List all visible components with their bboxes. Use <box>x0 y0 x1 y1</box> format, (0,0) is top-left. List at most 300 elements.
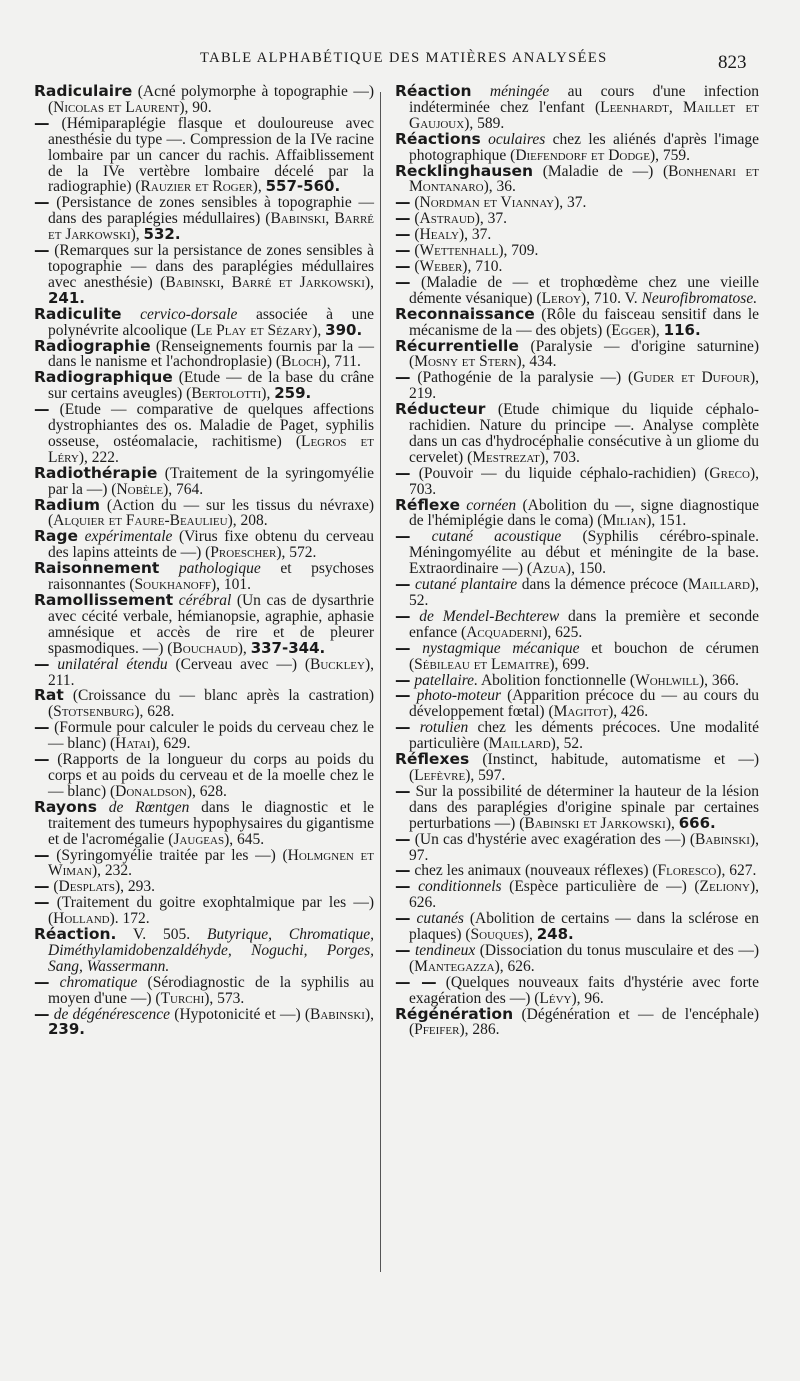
entry-ref: ), 625. <box>542 623 583 641</box>
index-entry <box>395 752 759 784</box>
entry-qualifier: chromatique <box>49 973 138 991</box>
entry-heading: — <box>34 972 50 991</box>
entry-ref: ), 37. <box>474 210 508 228</box>
entry-qualifier: de Rœntgen <box>96 798 190 816</box>
entry-authors: Magitot <box>553 703 609 721</box>
entry-text: dans le diagnostic et le traitement des tumeurs hypophysaires du gigantisme et de l'acromégalie ( <box>48 798 374 848</box>
entry-text: (Etude chimique du liquide céphalo-rachidien. Nature du principe —. Analyse complète dans un cas d'hydrocéphalie consécutive à un gliome du cervelet) ( <box>409 401 759 466</box>
entry-authors: Acquaderni <box>466 623 543 641</box>
entry-authors: Lévy <box>539 989 572 1007</box>
entry-heading: — <box>395 575 411 594</box>
entry-authors: Legros et Léry <box>48 432 374 466</box>
entry-text: (Remarques sur la persistance de zones sensibles à topographie — dans des paraplégies médullaires avec anesthésie) ( <box>48 242 374 291</box>
entry-text: (Dissociation du tonus musculaire et des —) ( <box>409 941 759 975</box>
index-entry <box>34 654 375 689</box>
entry-ref: ), 711. <box>321 353 361 371</box>
entry-heading: Régénération <box>395 1004 514 1023</box>
entry-page-ref: 390. <box>325 320 363 339</box>
entry-heading: — <box>34 1004 50 1023</box>
entry-ref: ), 101. <box>210 576 252 594</box>
index-entry <box>395 463 759 498</box>
index-entry <box>395 304 759 339</box>
entry-heading: — <box>395 909 411 928</box>
entry-text: (Apparition précoce du — au cours du développement fœtal) ( <box>409 687 759 721</box>
index-entry <box>395 243 759 259</box>
entry-authors: Hatai <box>115 735 151 753</box>
entry-text: chez les aliénés d'après l'image photographique ( <box>409 130 759 164</box>
entry-ref: ), 572. <box>276 544 317 562</box>
entry-page-ref: 337-344. <box>250 638 326 657</box>
entry-ref: ), <box>237 639 251 657</box>
entry-ref: ). 172. <box>109 910 150 928</box>
entry-text: (Traitement de la syringomyélie par la —) ( <box>48 464 374 498</box>
entry-text: chez les déments précoces. Une modalité particulière ( <box>409 719 759 753</box>
entry-heading: Radiothérapie <box>34 463 158 482</box>
index-entry <box>395 638 759 673</box>
index-entry <box>395 879 759 911</box>
entry-authors: Egger <box>611 321 651 339</box>
entry-text: (Abolition du —, signe diagnostique de l'hémiplégie dans le coma) ( <box>409 496 760 530</box>
entry-authors: Azua <box>532 560 566 578</box>
entry-ref: ), 764. <box>163 480 204 498</box>
entry-authors: Weber <box>419 257 463 275</box>
entry-text: dans la démence précoce ( <box>517 576 688 594</box>
entry-heading: — <box>34 877 50 896</box>
entry-ref: ), 96. <box>571 989 604 1007</box>
entry-text: ( <box>410 194 420 212</box>
page-number: 823 <box>718 52 747 73</box>
entry-ref: ), <box>665 814 679 832</box>
entry-authors: Greco <box>709 464 750 482</box>
entry-ref: ), 626. <box>494 957 535 975</box>
entry-authors: Bloch <box>281 353 322 371</box>
entry-authors: Mosny et Stern <box>414 353 517 371</box>
entry-qualifier: cutané acoustique <box>410 528 562 546</box>
entry-ref: ), 628. <box>134 703 175 721</box>
index-entry <box>395 972 759 1007</box>
entry-qualifier: rotulien <box>410 719 469 737</box>
entry-ref: ), 151. <box>646 512 687 530</box>
running-title: TABLE ALPHABÉTIQUE DES MATIÈRES ANALYSÉES <box>200 50 608 66</box>
index-entry <box>395 606 760 641</box>
index-entry <box>395 529 759 577</box>
entry-authors: Babinski, Barré et Jarkowski <box>48 210 374 244</box>
entry-ref: ), 709. <box>498 242 539 260</box>
entry-ref: ), 52. <box>550 735 583 753</box>
entry-heading: Réaction. <box>34 925 117 944</box>
entry-authors: Zeliony <box>699 878 750 896</box>
entry-authors: Nordman et Viannay <box>419 194 555 212</box>
entry-authors: Guder et Dufour <box>633 369 750 387</box>
entry-text: Abolition fonctionnelle ( <box>477 671 636 689</box>
index-entry <box>395 1004 759 1039</box>
entry-ref: ), 211. <box>48 655 375 689</box>
entry-qualifier: tendineux <box>410 941 476 959</box>
entry-page-ref: 239. <box>48 1020 86 1039</box>
index-entry <box>34 752 374 800</box>
entry-text: au cours d'une infection indéterminée chez l'enfant ( <box>409 83 759 116</box>
entry-text: (Sérodiagnostic de la syphilis au moyen d'une —) ( <box>48 973 374 1007</box>
entry-ref: ), 434. <box>516 353 557 371</box>
entry-page-ref: 259. <box>274 384 312 403</box>
entry-ref: ), 710. <box>462 257 503 275</box>
index-entry <box>395 577 759 609</box>
entry-heading: Reconnaissance <box>395 304 535 323</box>
entry-heading: — <box>34 750 50 769</box>
entry-text: ( <box>410 226 420 244</box>
entry-authors: Souques <box>470 926 524 944</box>
entry-authors: Alquier et Faure-Beaulieu <box>53 512 228 530</box>
entry-ref: ), 366. <box>699 671 740 689</box>
index-entry <box>395 161 759 196</box>
entry-ref: ), <box>252 178 266 196</box>
entry-heading: Radiographique <box>34 368 173 387</box>
entry-authors: Donaldson <box>115 782 187 800</box>
entry-text: (Renseignements fournis par la — dans le nanisme et l'achondroplasie) ( <box>48 337 374 371</box>
entry-authors: Maillard <box>488 735 551 753</box>
entry-ref: ), 37. <box>458 226 492 244</box>
entry-text: (Hypotonicité et —) ( <box>170 1005 311 1023</box>
entry-authors: Babinski <box>310 1005 365 1023</box>
entry-text: ( <box>410 210 420 228</box>
entry-heading: Radiographie <box>34 336 151 355</box>
left-column <box>34 84 374 1038</box>
entry-authors: Nobèle <box>116 480 164 498</box>
entry-ref: ), 645. <box>224 830 265 848</box>
entry-authors: Lefèvre <box>414 766 466 784</box>
entry-qualifier: cervico-dorsale <box>121 305 238 323</box>
entry-ref: ), 426. <box>608 703 649 721</box>
entry-text: (Persistance de zones sensibles à topographie — dans des paraplégies médullaires) ( <box>48 194 374 228</box>
entry-authors: Sébileau et Lemaitre <box>414 655 550 673</box>
entry-authors: Rauzier et Roger <box>140 178 253 196</box>
entry-heading: — <box>395 718 411 737</box>
entry-authors: Babinski et Jarkowski <box>524 814 666 832</box>
entry-heading: — <box>34 845 50 864</box>
entry-heading: Réducteur <box>395 400 486 419</box>
entry-ref: ), 710. V. <box>580 289 642 307</box>
running-head <box>0 44 800 84</box>
entry-text: (Croissance du — blanc après la castration) ( <box>48 687 374 721</box>
index-entry <box>34 927 374 975</box>
index-entry <box>395 227 759 243</box>
entry-text: (Virus fixe obtenu du cerveau des lapins atteints de —) ( <box>48 528 375 562</box>
entry-authors: Le Play et Sézary <box>196 321 313 339</box>
entry-text: (Etude — de la base du crâne sur certains aveugles) ( <box>48 369 374 403</box>
entry-page-ref: 666. <box>678 813 716 832</box>
entry-authors: Astraud <box>419 210 475 228</box>
entry-qualifier: photo-moteur <box>410 687 501 705</box>
entry-ref: ), 629. <box>150 735 191 753</box>
entry-heading: — <box>34 400 50 419</box>
entry-heading: — <box>395 686 411 705</box>
entry-authors: Bertolotti <box>191 385 262 403</box>
entry-text: (Acné polymorphe à topographie —) ( <box>48 83 374 116</box>
entry-heading: Rayons <box>34 797 97 816</box>
entry-ref: ), 286. <box>459 1021 500 1039</box>
entry-heading: — <box>34 113 50 132</box>
entry-ref: ), 589. <box>464 114 505 132</box>
entry-heading: — <box>395 463 411 482</box>
entry-qualifier: conditionnels <box>410 878 502 896</box>
entry-text: (Pouvoir — du liquide céphalo-rachidien) ( <box>410 464 710 482</box>
entry-text: (Quelques nouveaux faits d'hystérie avec forte exagération des —) ( <box>409 973 759 1007</box>
entry-authors: Mestrezat <box>472 448 540 466</box>
entry-text: (Hémiparaplégie flasque et douloureuse avec anesthésie du type —. Compression de la IVe racine lombaire par un cancer du rachis. Affaiblissement de la IVe vertèbre lombaire décelé par la radiographie) ( <box>48 114 374 196</box>
right-column <box>395 84 759 1038</box>
index-entry <box>34 879 374 895</box>
entry-text: (Syringomyélie traitée par les —) ( <box>49 846 288 864</box>
entry-text: (Un cas d'hystérie avec exagération des —) ( <box>410 830 695 848</box>
entry-qualifier: pathologique <box>159 560 261 578</box>
index-entry <box>395 211 759 227</box>
entry-authors: Maillard <box>687 576 750 594</box>
entry-page-ref: 557-560. <box>265 177 341 196</box>
entry-qualifier: de Mendel-Bechterew <box>410 607 560 625</box>
index-entry <box>395 688 759 720</box>
entry-text: (Etude — comparative de quelques affections dystrophiantes des os. Maladie de Paget, syphilis osseuse, ostéomalacie, rachitisme) ( <box>48 401 374 450</box>
entry-text: (Formule pour calculer le poids du cerveau chez le — blanc) ( <box>48 719 374 753</box>
entry-heading: — <box>395 527 411 546</box>
entry-authors: Desplats <box>58 878 115 896</box>
entry-heading: — <box>34 893 50 912</box>
entry-authors: Proescher <box>210 544 277 562</box>
entry-qualifier: cornéen <box>459 496 517 514</box>
entry-authors: Stotsenburg <box>53 703 135 721</box>
entry-authors: Diefendorf et Dodge <box>515 146 650 164</box>
entry-ref: ), 628. <box>186 782 227 800</box>
entry-heading: Réaction <box>395 82 472 100</box>
entry-heading: Récurrentielle <box>395 336 519 355</box>
entry-authors: Turchi <box>160 989 205 1007</box>
entry-ref: ), 759. <box>649 146 691 164</box>
index-entry <box>34 336 374 371</box>
entry-ref: ), <box>364 1005 375 1023</box>
entry-qualifier: unilatéral étendu <box>49 655 168 673</box>
entry-authors: Milian <box>602 512 647 530</box>
entry-ref: ), 703. <box>539 448 580 466</box>
entry-see-also: Neurofibromatose. <box>641 289 758 307</box>
entry-text: chez les animaux (nouveaux réflexes) ( <box>410 862 658 880</box>
entry-authors: Soukhanoff <box>134 576 211 594</box>
entry-authors: Leroy <box>541 289 581 307</box>
entry-ref: ), 97. <box>409 830 759 864</box>
entry-ref: ), 36. <box>483 178 516 196</box>
entry-page-ref: 241. <box>48 288 86 307</box>
entry-heading: Réactions <box>395 129 481 148</box>
entry-ref: ), 573. <box>204 989 245 1007</box>
entry-ref: ), 37. <box>554 194 587 212</box>
entry-ref: ), <box>261 385 275 403</box>
index-entry <box>34 113 374 196</box>
entry-ref: ), 90. <box>179 98 212 116</box>
entry-heading: — <box>395 368 411 387</box>
entry-see-also: Butyrique, Chromatique, Diméthylamidobenzaldéhyde, Noguchi, Porges, Sang, Wassermann. <box>48 926 374 975</box>
entry-ref: ), 699. <box>549 655 590 673</box>
index-entry <box>34 463 374 498</box>
entry-text: (Dégénération et — de l'encéphale) ( <box>409 1005 759 1039</box>
entry-text: (Rapports de la longueur du corps au poids du corps et au poids du cerveau et de la moelle chez le — blanc) ( <box>48 751 374 800</box>
entry-text: (Maladie de —) ( <box>533 162 669 180</box>
entry-heading: Ramollissement <box>34 591 174 609</box>
index-entry <box>34 895 374 927</box>
index-entry <box>395 370 759 402</box>
entry-authors: Wettenhall <box>419 242 499 260</box>
entry-heading: — <box>395 638 411 657</box>
entry-qualifier: cutanés <box>410 910 464 928</box>
entry-authors: Leenhardt, Maillet et Gaujoux <box>409 98 759 132</box>
index-entry <box>395 195 759 211</box>
entry-heading: Rat <box>34 686 64 705</box>
index-entry <box>34 797 374 848</box>
entry-heading: — <box>395 241 411 260</box>
entry-text: (Pathogénie de la paralysie —) ( <box>410 369 634 387</box>
entry-text: ( <box>49 878 59 896</box>
entry-heading: — <box>34 718 50 737</box>
entry-text: V. 505. <box>116 926 207 944</box>
entry-heading: Radium <box>34 495 100 514</box>
entry-qualifier: cérébral <box>173 592 232 609</box>
entry-text: associée à une polynévrite alcoolique ( <box>48 305 374 339</box>
index-entry <box>395 940 759 975</box>
index-entry <box>395 495 760 530</box>
index-entry <box>34 561 374 593</box>
entry-ref: ), 703. <box>409 464 759 498</box>
index-entry <box>34 304 374 339</box>
index-entry <box>395 781 759 832</box>
entry-qualifier: cutané plantaire <box>410 576 518 594</box>
index-entry <box>34 1004 375 1039</box>
entry-authors: Bonhenari et Montanaro <box>409 162 759 196</box>
entry-page-ref: 248. <box>536 925 574 944</box>
entry-page-ref: 116. <box>663 320 701 339</box>
entry-ref: ), 293. <box>114 878 156 896</box>
entry-heading: Recklinghausen <box>395 161 534 180</box>
entry-authors: Nicolas et Laurent <box>53 98 180 116</box>
entry-authors: Mantegazza <box>414 957 495 975</box>
index-entry <box>34 84 374 116</box>
entry-ref: ), <box>364 273 374 291</box>
entry-heading: — <box>395 877 411 896</box>
entry-heading: — <box>395 781 411 800</box>
entry-authors: Pfeifer <box>414 1021 460 1039</box>
entry-authors: Holmgnen et Wiman <box>48 846 374 880</box>
entry-authors: Babinski, Barré et Jarkowski <box>165 273 365 291</box>
entry-authors: Healy <box>419 226 459 244</box>
index-entry <box>34 495 374 530</box>
entry-qualifier: oculaires <box>480 130 546 148</box>
entry-heading: — <box>395 861 411 880</box>
entry-heading: — <box>395 829 411 848</box>
entry-heading: — <box>395 606 411 625</box>
index-entry <box>395 84 759 132</box>
index-entry <box>395 911 759 943</box>
entry-qualifier: nystagmique mécanique <box>410 639 580 657</box>
entry-ref: ), 208. <box>227 512 268 530</box>
entry-heading: — <box>395 225 411 244</box>
entry-heading: Radiculaire <box>34 82 133 100</box>
entry-heading: — <box>34 193 50 212</box>
entry-heading: Rage <box>34 527 79 546</box>
entry-authors: Wohlwill <box>635 671 699 689</box>
entry-text: (Paralysie — d'origine saturnine) ( <box>409 337 759 371</box>
entry-text: (Traitement du goitre exophtalmique par les —) ( <box>48 894 374 928</box>
entry-authors: Holland <box>53 910 110 928</box>
entry-authors: Jaugeas <box>173 830 225 848</box>
entry-heading: — — <box>395 972 437 991</box>
entry-qualifier: expérimentale <box>78 528 173 546</box>
entry-text: (Espèce particulière de —) ( <box>501 878 700 896</box>
entry-heading: Réflexe <box>395 495 460 514</box>
index-entry <box>34 845 374 880</box>
entry-qualifier: patellaire. <box>410 671 478 689</box>
entry-text: (Maladie de — et trophœdème chez une vieille démente vésanique) ( <box>409 273 759 307</box>
entry-ref: ), <box>650 321 664 339</box>
entry-text: et psychoses raisonnantes ( <box>48 560 374 594</box>
index-entry <box>34 195 374 243</box>
entry-ref: ), <box>130 226 144 244</box>
entry-text: et bouchon de cérumen ( <box>409 639 759 673</box>
entry-heading: Réflexes <box>395 750 470 769</box>
entry-text: ( <box>410 242 420 260</box>
entry-ref: ), 52. <box>409 576 759 609</box>
index-entry <box>34 688 374 720</box>
entry-text: Sur la possibilité de déterminer la hauteur de la lésion dans des paraplégies d'origine spinale par certaines perturbations —) ( <box>409 782 759 832</box>
entry-ref: ), <box>312 321 326 339</box>
entry-authors: Floresco <box>657 862 717 880</box>
index-entry <box>395 720 759 752</box>
entry-text: (Syphilis cérébro-spinale. Méningomyélite au début et méningite de la base. Extraordinaire —) ( <box>409 528 759 578</box>
entry-heading: — <box>395 209 411 228</box>
entry-text: dans la première et seconde enfance ( <box>409 607 760 641</box>
index-entry <box>395 129 759 164</box>
entry-text: ( <box>410 257 420 275</box>
index-entry <box>34 529 374 561</box>
entry-heading: — <box>395 256 411 275</box>
index-entry <box>34 370 374 402</box>
entry-ref: ), 232. <box>91 862 133 880</box>
index-entry <box>395 863 759 879</box>
entry-ref: ), 627. <box>716 862 757 880</box>
entry-authors: Bouchaud <box>172 639 238 657</box>
index-entry <box>395 402 759 466</box>
entry-ref: ), 219. <box>409 369 759 403</box>
entry-text: (Rôle du faisceau sensitif dans le mécanisme de la — des objets) ( <box>409 305 759 339</box>
entry-ref: ), 150. <box>565 560 606 578</box>
column-divider <box>380 92 381 1272</box>
index-entry <box>395 256 759 275</box>
entry-heading: Raisonnement <box>34 559 160 578</box>
index-entry <box>395 829 759 864</box>
index-entry <box>34 593 374 657</box>
entry-heading: — <box>34 654 50 673</box>
index-entry <box>34 243 374 307</box>
entry-authors: Buckley <box>310 655 365 673</box>
entry-text: (Instinct, habitude, automatisme et —) ( <box>409 751 759 784</box>
entry-qualifier: méningée <box>471 83 550 100</box>
index-entry <box>34 402 374 466</box>
entry-text: (Cerveau avec —) ( <box>167 655 311 673</box>
entry-heading: Radiculite <box>34 304 122 323</box>
entry-ref: ), 597. <box>465 766 506 784</box>
index-entry <box>395 336 759 371</box>
entry-text: (Abolition de certains — dans la sclérose en plaques) ( <box>409 910 759 944</box>
entry-ref: ), 626. <box>409 878 759 912</box>
entry-heading: — <box>395 272 411 291</box>
entry-heading: — <box>395 940 411 959</box>
entry-authors: Babinski <box>695 830 750 848</box>
entry-ref: ), <box>523 926 537 944</box>
